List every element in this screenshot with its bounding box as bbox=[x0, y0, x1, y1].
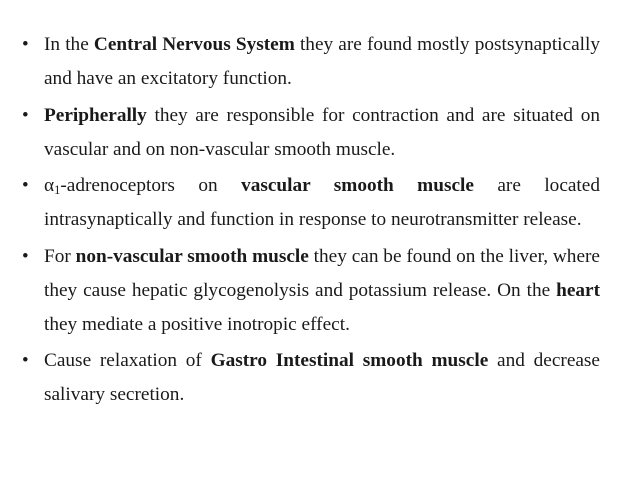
bold-term: Central Nervous System bbox=[93, 34, 295, 55]
bullet-text: In the bbox=[44, 34, 94, 55]
bullet-non-vascular bbox=[22, 240, 600, 342]
bullet-text: are located intrasynaptically and function in response to neurotransmitter release. bbox=[44, 175, 600, 230]
bullet-text: Cause relaxation of bbox=[44, 350, 211, 371]
bold-term-heart: heart bbox=[556, 279, 600, 301]
bold-term: Peripherally bbox=[44, 104, 147, 126]
bullet-text: -adrenoceptors on bbox=[60, 175, 242, 196]
bullet-text: they are found mostly postsynaptically and have an excitatory function. bbox=[44, 34, 601, 89]
bullet-text: they are responsible for contraction and are situated on vascular and on non-vascular smooth muscle. bbox=[44, 104, 600, 160]
bold-term: vascular smooth muscle bbox=[241, 175, 474, 196]
bullet-peripheral bbox=[22, 99, 600, 167]
bullet-gi bbox=[22, 344, 600, 412]
bold-term: Gastro Intestinal smooth muscle bbox=[210, 350, 489, 371]
bullet-text: and decrease salivary secretion. bbox=[44, 350, 600, 405]
bullet-text: they can be found on the liver, where they cause hepatic glycogenolysis and potassium release. On the bbox=[44, 245, 600, 301]
alpha-symbol: α bbox=[44, 175, 55, 196]
alpha-subscript: 1 bbox=[54, 183, 61, 198]
bullet-text: they mediate a positive inotropic effect. bbox=[44, 313, 350, 335]
bold-term: non-vascular smooth muscle bbox=[75, 245, 309, 267]
bullet-list bbox=[22, 28, 600, 415]
bullet-vascular bbox=[22, 169, 600, 237]
bullet-text: For bbox=[44, 245, 76, 267]
bullet-cns bbox=[22, 28, 600, 96]
